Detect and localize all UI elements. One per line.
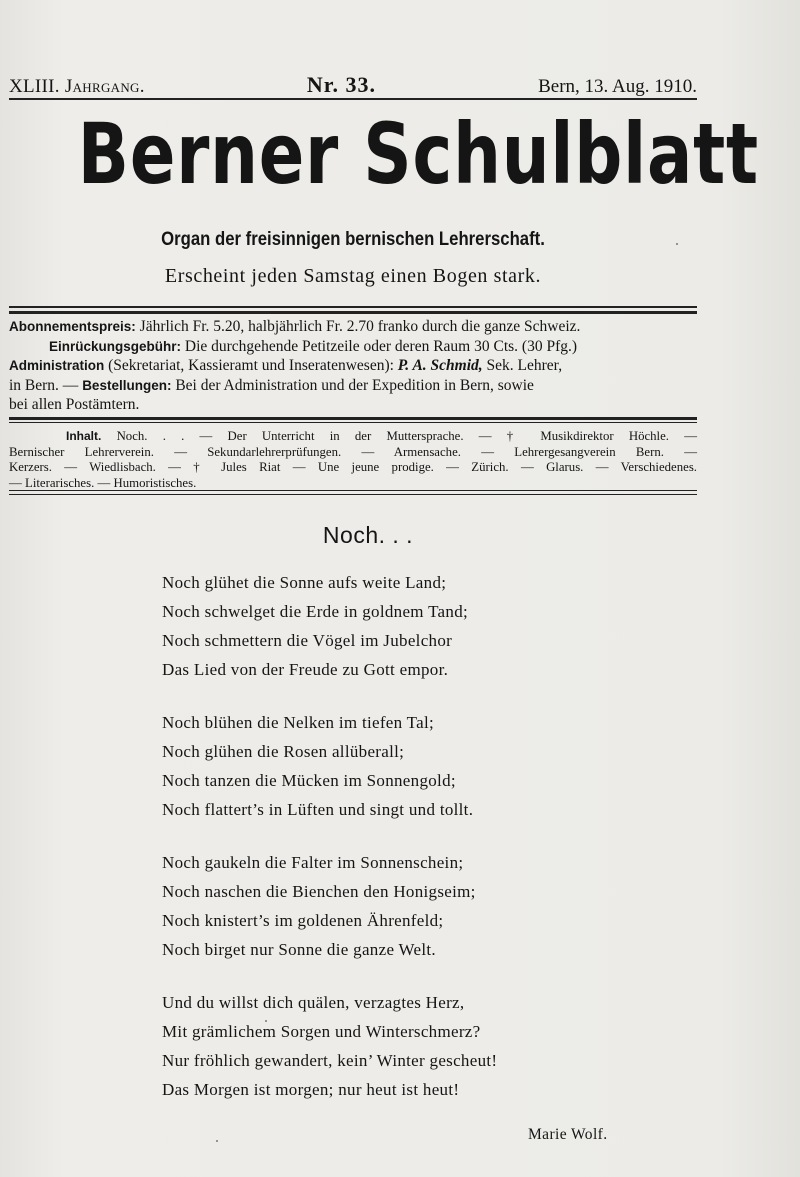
print-speck	[216, 1140, 218, 1142]
print-speck	[265, 1020, 267, 1022]
administration-text: (Sekretariat, Kassieramt und Inseratenwesen):	[108, 357, 394, 374]
contents-rule-bottom-2	[9, 494, 697, 495]
poem-stanza	[162, 568, 582, 684]
administration-line	[9, 356, 697, 376]
poem-line: Und du willst dich quälen, verzagtes Herz,	[162, 993, 465, 1012]
publication-frequency: Erscheint jeden Samstag einen Bogen stark.	[164, 265, 542, 287]
subscription-line	[9, 317, 697, 337]
poem-stanza	[162, 708, 582, 824]
administrator-title: Sek. Lehrer,	[486, 357, 563, 374]
poem-line: Nur fröhlich gewandert, kein’ Winter gescheut!	[162, 1051, 498, 1070]
fee-line	[9, 337, 697, 357]
poem-stanza	[162, 988, 582, 1104]
subscription-label: Abonnementspreis:	[9, 319, 136, 334]
orders-label: Bestellungen:	[82, 377, 172, 393]
masthead-title: Berner Schulblatt	[77, 105, 759, 203]
administration-label: Administration	[9, 358, 105, 373]
poem-line: Noch blühen die Nelken im tiefen Tal;	[162, 713, 435, 732]
info-rule-top-2	[9, 311, 697, 314]
contents-label: Inhalt.	[66, 429, 102, 443]
poem-line: Noch flattert’s in Lüften und singt und tollt.	[162, 800, 474, 819]
contents-line: Kerzers. — Wiedlisbach. — † Jules Riat — Une jeune prodige. — Zürich. — Glarus. — Verschiedenes.	[9, 460, 697, 474]
volume-label: XLIII. Jahrgang.	[9, 76, 145, 97]
contents-line: Bernischer Lehrerverein. — Sekundarlehrerprüfungen. — Armensache. — Lehrergesangverein Bern. —	[9, 444, 697, 459]
orders-prefix: in Bern. —	[9, 376, 79, 394]
subscription-info	[9, 317, 697, 415]
subscription-text: Jährlich Fr. 5.20, halbjährlich Fr. 2.70 franko durch die ganze Schweiz.	[139, 318, 581, 335]
contents-rule-top-2	[9, 422, 697, 423]
contents-rule-top-1	[9, 417, 697, 420]
print-speck	[676, 243, 678, 245]
poem-title: Noch. . .	[322, 522, 414, 548]
poem-line: Noch tanzen die Mücken im Sonnengold;	[162, 771, 456, 790]
post-offices-line: bei allen Postämtern.	[9, 396, 140, 413]
poem-stanza	[162, 848, 582, 964]
poem-line: Das Morgen ist morgen; nur heut ist heut!	[162, 1080, 460, 1099]
table-of-contents	[9, 429, 697, 491]
orders-line	[9, 376, 697, 396]
issue-header	[9, 72, 697, 98]
poem-line: Noch schwelget die Erde in goldnem Tand;	[162, 602, 469, 621]
administrator-name: P. A. Schmid,	[397, 357, 483, 374]
poem	[162, 568, 582, 1128]
contents-rule-bottom-1	[9, 490, 697, 491]
poem-line: Das Lied von der Freude zu Gott empor.	[162, 660, 449, 679]
poem-line: Noch gaukeln die Falter im Sonnenschein;	[162, 853, 464, 872]
poem-line: Noch knistert’s im goldenen Ährenfeld;	[162, 911, 444, 930]
header-rule	[9, 98, 697, 100]
poem-line: Mit grämlichem Sorgen und Winterschmerz?	[162, 1022, 481, 1041]
orders-text: Bei der Administration und der Expedition in Bern, sowie	[175, 376, 534, 394]
fee-text: Die durchgehende Petitzeile oder deren Raum 30 Cts. (30 Pfg.)	[184, 337, 578, 355]
contents-line	[9, 429, 697, 445]
poem-line: Noch glühen die Rosen allüberall;	[162, 742, 405, 761]
issue-number: Nr. 33.	[306, 72, 377, 97]
masthead-subtitle: Organ der freisinnigen bernischen Lehrerschaft.	[161, 229, 545, 250]
fee-label: Einrückungsgebühr:	[49, 338, 182, 354]
poem-line: Noch glühet die Sonne aufs weite Land;	[162, 573, 447, 592]
contents-text: Noch. . . — Der Unterricht in der Muttersprache. — † Musikdirektor Höchle. —	[116, 429, 697, 443]
poem-line: Noch birget nur Sonne die ganze Welt.	[162, 940, 436, 959]
info-rule-top-1	[9, 306, 697, 308]
poem-line: Noch schmettern die Vögel im Jubelchor	[162, 631, 453, 650]
poem-author: Marie Wolf.	[528, 1126, 608, 1143]
poem-line: Noch naschen die Bienchen den Honigseim;	[162, 882, 476, 901]
place-date: Bern, 13. Aug. 1910.	[538, 76, 697, 97]
contents-line: — Literarisches. — Humoristisches.	[9, 475, 197, 490]
